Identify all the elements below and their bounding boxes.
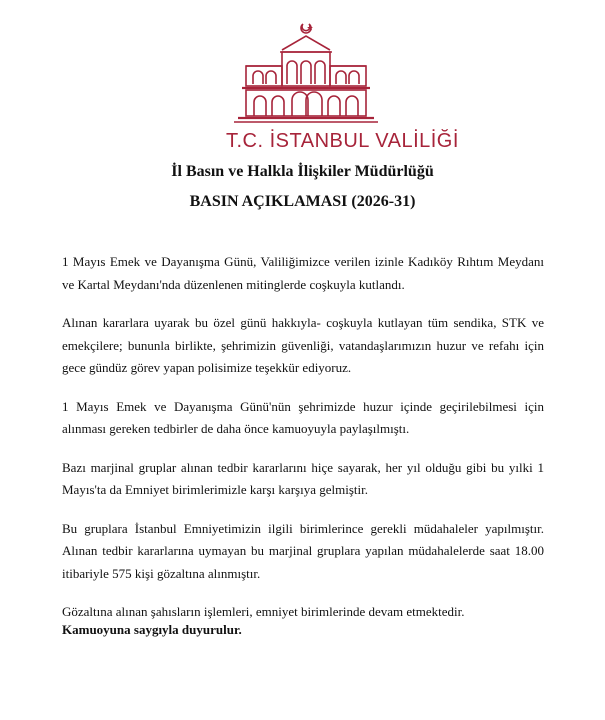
governorship-building-icon [226, 10, 386, 128]
paragraph-3: 1 Mayıs Emek ve Dayanışma Günü'nün şehrimizde huzur içinde geçirilebilmesi için alınması gereken tedbirler de daha önce kamuoyuyla paylaşılmıştı. [62, 398, 544, 436]
press-release-body [62, 251, 544, 640]
department-heading: İl Basın ve Halkla İlişkiler Müdürlüğü [171, 163, 434, 180]
paragraph-4: Bazı marjinal gruplar alınan tedbir kararlarını hiçe sayarak, her yıl olduğu gibi bu yılki 1 Mayıs'ta da Emniyet birimlerimizle karşı karşıya gelmiştir. [62, 459, 544, 497]
paragraph-6: Gözaltına alınan şahısların işlemleri, emniyet birimlerinde devam etmektedir. [62, 604, 465, 619]
istanbul-governorship-logo [226, 10, 459, 152]
paragraph-5: Bu gruplara İstanbul Emniyetimizin ilgili birimlerince gerekli müdahaleler yapılmıştır. Alınan tedbir kararlarına uymayan bu marjinal gruplara yapılan müdahalelerde saat 18.00 itibariyle 575 kişi gözaltına alınmıştır. [62, 520, 544, 581]
paragraph-1: 1 Mayıs Emek ve Dayanışma Günü, Valiliğimizce verilen izinle Kadıköy Rıhtım Meydanı ve Kartal Meydanı'nda düzenlenen mitinglerde coşkuyla kutlandı. [62, 254, 544, 292]
closing-statement: Kamuoyuna saygıyla duyurulur. [62, 622, 242, 637]
press-release-title: BASIN AÇIKLAMASI (2026-31) [189, 193, 416, 210]
logo-text: T.C. İSTANBUL VALİLİĞİ [226, 130, 459, 152]
paragraph-2: Alınan kararlara uyarak bu özel günü hakkıyla- coşkuyla kutlayan tüm sendika, STK ve emekçilere; bununla birlikte, şehrimizin güvenliği, vatandaşlarımızın huzur ve refahı için gece gündüz görev yapan polisimize teşekkür ediyoruz. [62, 315, 544, 375]
